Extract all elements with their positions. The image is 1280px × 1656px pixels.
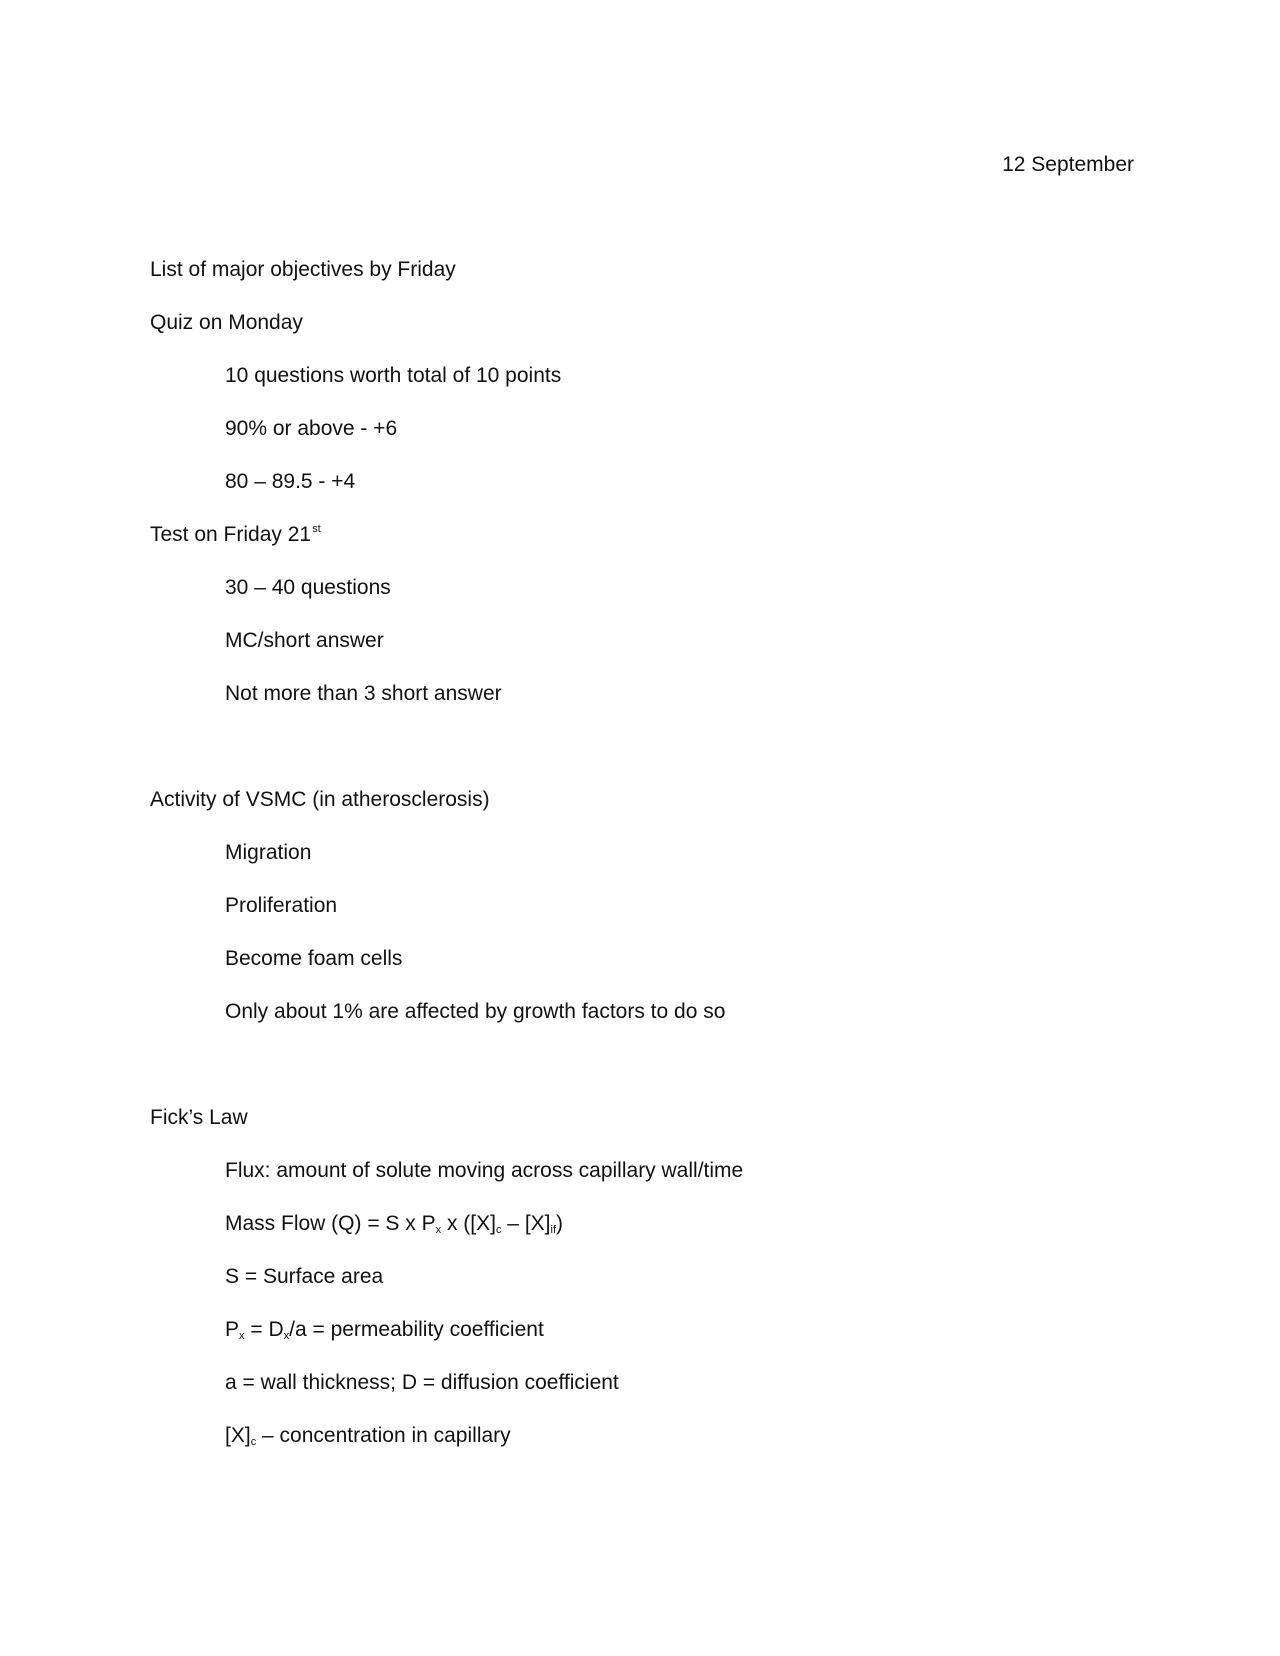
test-item: Not more than 3 short answer [225,682,502,705]
mass-flow-subscript: c [495,1224,502,1236]
fick-flux: Flux: amount of solute moving across capillary wall/time [225,1159,744,1182]
test-item: MC/short answer [225,629,384,652]
fick-wall-thickness: a = wall thickness; D = diffusion coefficient [225,1371,619,1394]
mass-flow-part: ) [556,1212,563,1235]
test-title-superscript: st [312,523,321,535]
quiz-item: 90% or above - +6 [225,417,398,440]
fick-mass-flow-equation [225,1209,563,1239]
vsmc-item: Only about 1% are affected by growth factors to do so [225,1000,726,1023]
quiz-item: 80 – 89.5 - +4 [225,470,356,493]
mass-flow-part: x ([X] [441,1212,496,1235]
fick-concentration [225,1421,511,1451]
vsmc-item: Become foam cells [225,947,403,970]
test-item: 30 – 40 questions [225,576,391,599]
test-title [150,520,321,550]
permeability-part: P [225,1318,240,1341]
permeability-part: /a = permeability coefficient [289,1318,544,1341]
vsmc-title: Activity of VSMC (in atherosclerosis) [150,788,490,811]
test-title-text: Test on Friday 21 [150,523,312,546]
mass-flow-part: Mass Flow (Q) = S x P [225,1212,436,1235]
quiz-item: 10 questions worth total of 10 points [225,364,562,387]
quiz-title: Quiz on Monday [150,311,303,334]
concentration-subscript: c [250,1436,257,1448]
mass-flow-part: – [X] [501,1212,551,1235]
fick-surface-area: S = Surface area [225,1265,384,1288]
permeability-subscript: x [239,1330,245,1342]
permeability-part: = D [244,1318,284,1341]
mass-flow-subscript: if [550,1224,556,1236]
vsmc-item: Migration [225,841,312,864]
objectives-line: List of major objectives by Friday [150,258,456,281]
concentration-part: – concentration in capillary [256,1424,511,1447]
vsmc-item: Proliferation [225,894,338,917]
permeability-subscript: x [283,1330,290,1342]
date-heading: 12 September [1002,153,1134,176]
concentration-part: [X] [225,1424,251,1447]
mass-flow-subscript: x [435,1224,442,1236]
fick-permeability [225,1315,544,1345]
fick-title: Fick’s Law [150,1106,248,1129]
